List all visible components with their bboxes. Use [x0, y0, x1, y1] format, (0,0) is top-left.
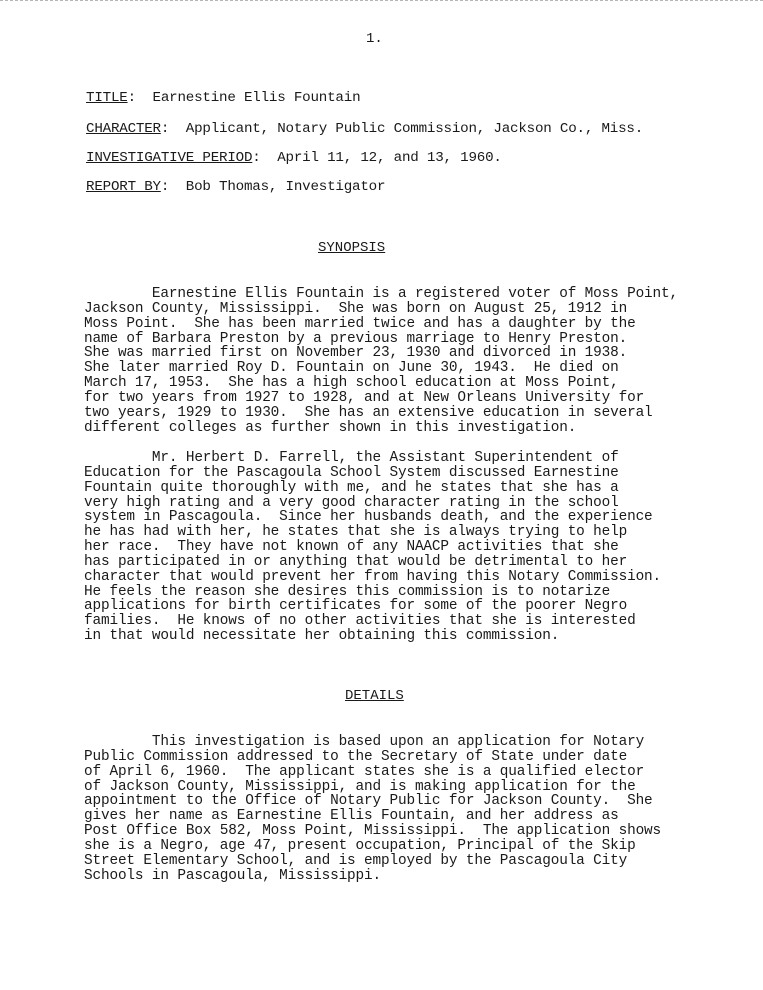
character-value: Applicant, Notary Public Commission, Jackson Co., Miss. — [185, 121, 644, 137]
details-paragraph-1: This investigation is based upon an application for Notary Public Commission addressed to the Secretary of State under date of April 6, 1960. The applicant states she is a qualified elector of Jackson County, Mississippi, and is making application for the appointment to the Office of Notary Public for Jackson County. She gives her name as Earnestine Ellis Fountain, and her address as Post Office Box 582, Moss Point, Mississippi. The application shows she is a Negro, age 47, present occupation, Principal of the Skip Street Elementary School, and is employed by the Pascagoula City Schools in Pascagoula, Mississippi. — [84, 734, 662, 884]
synopsis-paragraph-2: Mr. Herbert D. Farrell, the Assistant Superintendent of Education for the Pascagoula School System discussed Earnestine Fountain quite thoroughly with me, and he states that she has a very high rating and a very good character rating in the school system in Pascagoula. Since her husbands death, and the experience he has had with her, he states that she is always trying to help her race. They have not known of any NAACP activities that she has participated in or anything that would be detrimental to her character that would prevent her from having this Notary Commission. He feels the reason she desires this commission is to notarize applications for birth certificates for some of the poorer Negro families. He knows of no other activities that she is interested in that would necessitate her obtaining this commission. — [84, 450, 662, 645]
page-number: 1. — [366, 31, 383, 47]
character-label: CHARACTER — [86, 121, 161, 137]
investigative-period-field: INVESTIGATIVE PERIOD: April 11, 12, and 13, 1960. — [86, 150, 502, 166]
page-top-edge — [0, 0, 763, 1]
character-field: CHARACTER: Applicant, Notary Public Commission, Jackson Co., Miss. — [86, 121, 644, 137]
title-label: TITLE — [86, 90, 128, 106]
synopsis-heading: SYNOPSIS — [318, 240, 386, 256]
synopsis-paragraph-1: Earnestine Ellis Fountain is a registered voter of Moss Point, Jackson County, Mississippi. She was born on August 25, 1912 in Moss Point. She has been married twice and has a daughter by the name of Barbara Preston by a previous marriage to Henry Preston. She was married first on November 23, 1930 and divorced in 1938. She later married Roy D. Fountain on June 30, 1943. He died on March 17, 1953. She has a high school education at Moss Point, for two years from 1927 to 1928, and at New Orleans University for two years, 1929 to 1930. She has an extensive education in several different colleges as further shown in this investigation. — [84, 286, 679, 436]
details-heading: DETAILS — [345, 688, 404, 704]
title-value: Earnestine Ellis Fountain — [152, 90, 361, 106]
report-by-field: REPORT BY: Bob Thomas, Investigator — [86, 179, 386, 195]
investigative-period-value: April 11, 12, and 13, 1960. — [277, 150, 502, 166]
investigative-period-label: INVESTIGATIVE PERIOD — [86, 150, 253, 166]
report-by-label: REPORT BY — [86, 179, 161, 195]
title-field: TITLE: Earnestine Ellis Fountain — [86, 90, 361, 106]
report-by-value: Bob Thomas, Investigator — [185, 179, 386, 195]
